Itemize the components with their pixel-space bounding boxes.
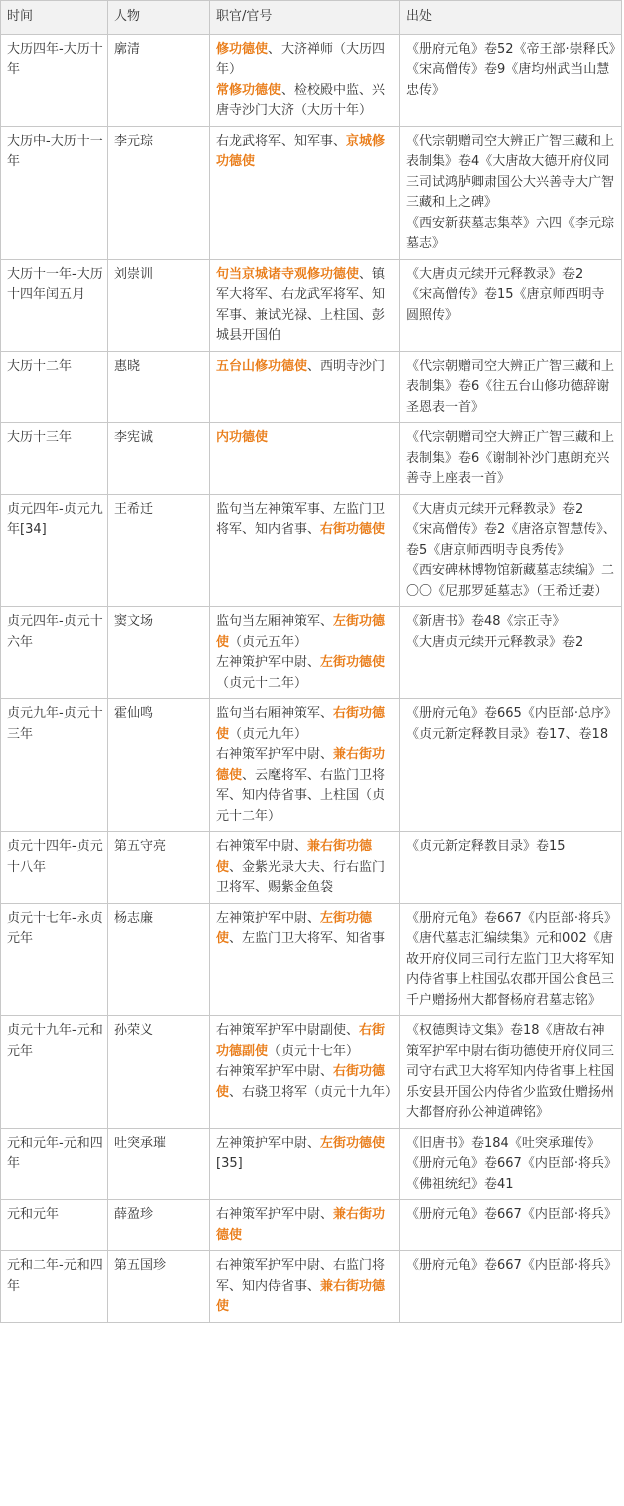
office-title-highlight: 兼右街功德使 [216, 1278, 386, 1314]
source-entry: 《宋高僧传》卷2《唐洛京智慧传》、卷5《唐京师西明寺良秀传》 [406, 522, 616, 558]
office-text: 左神策护军中尉、 [216, 1135, 321, 1151]
office-cell [210, 1016, 400, 1129]
office-text: （贞元五年） [229, 634, 308, 650]
office-text: 、左监门卫大将军、知省事 [229, 931, 386, 946]
table-row [1, 699, 622, 832]
office-title-highlight: 修功德使 [216, 41, 269, 57]
office-text: （贞元九年） [229, 726, 308, 742]
office-text: （贞元十七年） [268, 1043, 360, 1059]
source-entry: 《册府元龟》卷667《内臣部·将兵》 [406, 1156, 617, 1171]
person-cell: 王希迁 [108, 494, 210, 607]
person-cell: 李元琮 [108, 126, 210, 259]
source-entry: 《大唐贞元续开元释教录》卷2 [406, 266, 584, 282]
office-text: 右神策军护军中尉、 [216, 1207, 334, 1222]
office-text: 左神策护军中尉、 [216, 655, 321, 670]
source-entry: 《册府元龟》卷667《内臣部·将兵》 [406, 1207, 617, 1222]
office-text: 、检校殿中监、兴唐寺沙门大济（大历十年） [216, 82, 386, 118]
time-cell: 大历十一年-大历十四年闰五月 [1, 259, 108, 351]
office-title-highlight: 兼右街功德使 [216, 747, 386, 783]
office-cell [210, 259, 400, 351]
office-text: （贞元十二年） [216, 675, 308, 691]
office-title-highlight: 内功德使 [216, 430, 269, 445]
office-title-highlight: 右街功德使 [216, 706, 386, 742]
office-text: 、大济禅师（大历四年） [216, 41, 386, 77]
person-cell: 第五守亮 [108, 832, 210, 904]
office-title-highlight: 五台山修功德使 [216, 358, 308, 374]
office-cell [210, 34, 400, 126]
table-row [1, 1128, 622, 1200]
source-cell [400, 423, 622, 495]
office-title-highlight: 兼右街功德使 [216, 839, 373, 875]
table-row [1, 903, 622, 1016]
source-cell [400, 1128, 622, 1200]
table-row [1, 259, 622, 351]
office-text: 右神策军护军中尉、 [216, 1064, 334, 1079]
office-text: 监句当左神策军事、左监门卫将军、知内省事、 [216, 501, 386, 537]
source-entry: 《代宗朝赠司空大辨正广智三藏和上表制集》卷6《谢制补沙门惠朗充兴善寺上座表一首》 [406, 430, 615, 486]
time-cell: 贞元十四年-贞元十八年 [1, 832, 108, 904]
office-title-highlight: 右街功德使 [320, 522, 386, 537]
person-cell: 刘崇训 [108, 259, 210, 351]
source-entry: 《大唐贞元续开元释教录》卷2 [406, 634, 584, 650]
office-text: 监句当左厢神策军、 [216, 614, 334, 629]
time-cell: 大历中-大历十一年 [1, 126, 108, 259]
source-entry: 《代宗朝赠司空大辨正广智三藏和上表制集》卷6《往五台山修功德辞谢圣恩表一首》 [406, 358, 615, 415]
source-cell [400, 1016, 622, 1129]
source-entry: 《权德舆诗文集》卷18《唐故右神策军护军中尉右街功德使开府仪同三司守右武卫大将军知内侍省事上柱国乐安县开国公内侍省少监致仕赠扬州大都督府孙公神道碑铭》 [406, 1023, 615, 1120]
table-row [1, 1251, 622, 1323]
office-text: 左神策护军中尉、 [216, 910, 321, 926]
source-cell [400, 607, 622, 699]
office-cell [210, 1128, 400, 1200]
time-cell: 元和元年-元和四年 [1, 1128, 108, 1200]
person-cell: 窦文场 [108, 607, 210, 699]
time-cell: 大历十二年 [1, 351, 108, 423]
table-row [1, 832, 622, 904]
office-title-highlight: 右街功德副使 [216, 1023, 386, 1059]
person-cell: 李宪诚 [108, 423, 210, 495]
office-text: 右神策军护军中尉副使、 [216, 1023, 360, 1038]
office-text: 监句当右厢神策军、 [216, 706, 334, 721]
time-cell: 贞元十九年-元和元年 [1, 1016, 108, 1129]
time-cell: 贞元四年-贞元十六年 [1, 607, 108, 699]
source-entry: 《新唐书》卷48《宗正寺》 [406, 614, 566, 629]
header-source: 出处 [400, 1, 622, 35]
office-cell [210, 1251, 400, 1323]
source-entry: 《佛祖统纪》卷41 [406, 1176, 514, 1192]
table-row [1, 1016, 622, 1129]
source-entry: 《册府元龟》卷667《内臣部·将兵》 [406, 1258, 617, 1273]
time-cell: 贞元九年-贞元十三年 [1, 699, 108, 832]
time-cell: 元和元年 [1, 1200, 108, 1251]
table-row [1, 607, 622, 699]
header-person: 人物 [108, 1, 210, 35]
office-title-highlight: 左街功德使 [216, 614, 386, 650]
time-cell: 大历四年-大历十年 [1, 34, 108, 126]
office-title-highlight: 左街功德使 [320, 655, 386, 670]
source-cell [400, 1251, 622, 1323]
office-text: 、镇军大将军、右龙武军将军、知军事、兼试光禄、上柱国、彭城县开国伯 [216, 266, 386, 343]
office-title-highlight: 兼右街功德使 [216, 1207, 386, 1243]
source-entry: 《代宗朝赠司空大辨正广智三藏和上表制集》卷4《大唐故大德开府仪同三司试鸿胪卿肃国公大兴善寺大广智三藏和上之碑》 [406, 133, 615, 210]
office-cell [210, 1200, 400, 1251]
person-cell: 吐突承璀 [108, 1128, 210, 1200]
source-entry: 《贞元新定释教目录》卷17、卷18 [406, 726, 609, 742]
person-cell: 杨志廉 [108, 903, 210, 1016]
office-text: 、西明寺沙门 [307, 358, 386, 374]
source-entry: 《西安新获墓志集萃》六四《李元琮墓志》 [406, 215, 615, 251]
office-text: 、右骁卫将军（贞元十九年） [229, 1084, 399, 1100]
source-entry: 《册府元龟》卷665《内臣部·总序》 [406, 706, 617, 721]
office-text: 、云麾将军、右监门卫将军、知内侍省事、上柱国（贞元十二年） [216, 767, 386, 824]
source-entry: 《唐代墓志汇编续集》元和002《唐故开府仪同三司行左监门卫大将军知内侍省事上柱国弘农郡开国公食邑三千户赠扬州大都督杨府君墓志铭》 [406, 931, 615, 1008]
time-cell: 贞元十七年-永贞元年 [1, 903, 108, 1016]
office-cell [210, 351, 400, 423]
table-row [1, 423, 622, 495]
office-title-highlight: 京城修功德使 [216, 133, 386, 169]
office-text: 右神策军护军中尉、 [216, 747, 334, 762]
source-cell [400, 126, 622, 259]
source-entry: 《旧唐书》卷184《吐突承璀传》 [406, 1135, 600, 1151]
time-cell: 元和二年-元和四年 [1, 1251, 108, 1323]
source-entry: 《宋高僧传》卷9《唐均州武当山慧忠传》 [406, 62, 610, 98]
person-cell: 廓清 [108, 34, 210, 126]
source-cell [400, 832, 622, 904]
source-entry: 《册府元龟》卷667《内臣部·将兵》 [406, 910, 617, 926]
source-entry: 《册府元龟》卷52《帝王部·崇释氏》 [406, 41, 622, 57]
table-row [1, 351, 622, 423]
table-row [1, 494, 622, 607]
office-text: [35] [216, 1156, 243, 1171]
office-cell [210, 699, 400, 832]
office-title-highlight: 左街功德使 [216, 910, 373, 946]
office-text: 右神策军中尉、 [216, 839, 308, 854]
office-cell [210, 423, 400, 495]
time-cell: 大历十三年 [1, 423, 108, 495]
header-row [1, 1, 622, 35]
person-cell: 孙荣义 [108, 1016, 210, 1129]
source-entry: 《大唐贞元续开元释教录》卷2 [406, 501, 584, 517]
table-row [1, 126, 622, 259]
time-cell: 贞元四年-贞元九年[34] [1, 494, 108, 607]
source-entry: 《西安碑林博物馆新藏墓志续编》二〇〇《尼那罗延墓志》（王希迁妻） [406, 563, 615, 599]
person-cell: 惠晓 [108, 351, 210, 423]
source-entry: 《宋高僧传》卷15《唐京师西明寺圆照传》 [406, 287, 605, 323]
table-row [1, 1200, 622, 1251]
header-office: 职官/官号 [210, 1, 400, 35]
office-text: 右龙武将军、知军事、 [216, 133, 347, 149]
person-cell: 霍仙鸣 [108, 699, 210, 832]
office-title-highlight: 句当京城诸寺观修功德使 [216, 266, 360, 282]
office-text: 右神策军护军中尉、右监门将军、知内侍省事、 [216, 1258, 386, 1294]
office-cell [210, 126, 400, 259]
source-cell [400, 699, 622, 832]
source-cell [400, 34, 622, 126]
office-title-highlight: 右街功德使 [216, 1064, 386, 1100]
person-cell: 第五国珍 [108, 1251, 210, 1323]
office-cell [210, 832, 400, 904]
table-row [1, 34, 622, 126]
source-entry: 《贞元新定释教目录》卷15 [406, 839, 566, 854]
office-cell [210, 607, 400, 699]
office-cell [210, 494, 400, 607]
source-cell [400, 351, 622, 423]
header-time: 时间 [1, 1, 108, 35]
office-title-highlight: 常修功德使 [216, 82, 282, 98]
person-cell: 薛盈珍 [108, 1200, 210, 1251]
office-text: 、金紫光录大夫、行右监门卫将军、赐紫金鱼袋 [216, 859, 386, 895]
source-cell [400, 259, 622, 351]
source-cell [400, 494, 622, 607]
source-cell [400, 903, 622, 1016]
source-cell [400, 1200, 622, 1251]
office-cell [210, 903, 400, 1016]
office-title-highlight: 左街功德使 [320, 1135, 386, 1151]
